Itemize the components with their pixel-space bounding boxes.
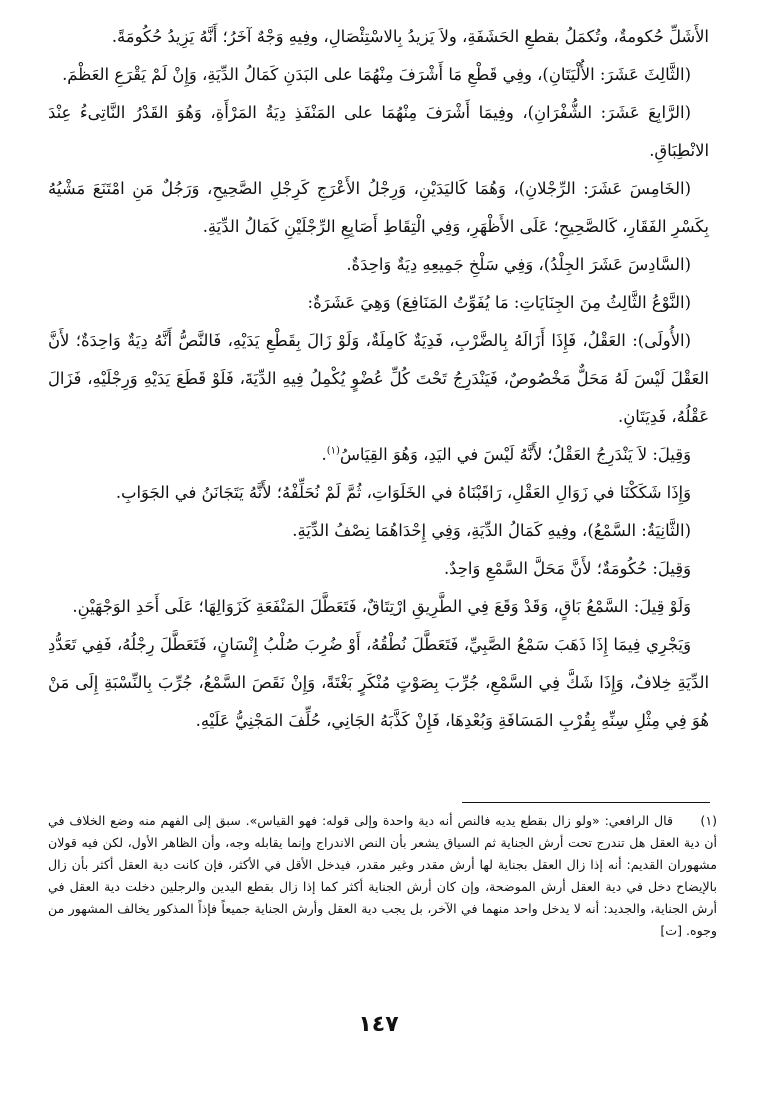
paragraph: (السَّادِسَ عَشَرَ الجِلْدُ)، وَفِي سَلْخِ جَمِيعِهِ دِيَةٌ وَاحِدَةٌ.	[346, 255, 691, 274]
footnote	[48, 810, 717, 942]
footnote-divider	[462, 802, 710, 803]
footnote-number: (١)	[700, 813, 717, 828]
paragraph: (الخَامِسَ عَشَرَ: الرِّجْلانِ)، وَهُمَا كَاليَدَيْنِ، وَرِجْلُ الأَعْرَجِ كَرِجْلِ الصَّحِيحِ، وَرَجُلٌ مَنِ امْتَنَعَ مَشْيُهُ بِكَسْرِ الفَقَارِ، كَالصَّحِيحِ؛ عَلَى الأَظْهَرِ، وَفِي الْتِقَاطِ أَصَابِعِ الرِّجْلَيْنِ كَمَالُ الدِّيَةِ.	[48, 179, 709, 236]
footnote-reference[interactable]: (١)	[326, 445, 340, 457]
paragraph: (الأُولَى): العَقْلُ، فَإِذَا أَزَالَهُ بِالضَّرْبِ، فَدِيَةٌ كَامِلَةٌ، وَلَوْ زَالَ بِقَطْعِ يَدَيْهِ، فَالنَّصُّ أَنَّهُ دِيَةٌ وَاحِدَةٌ؛ لأَنَّ العَقْلَ لَيْسَ لَهُ مَحَلٌّ مَخْصُوصٌ، فَيَنْدَرِجُ تَحْتَ كُلِّ عُضْوٍ يُكْمِلُ فِيهِ الدِّيَةَ، فَلَوْ قَطَعَ يَدَيْهِ وَرِجْلَيْهِ، فَزَالَ عَقْلُهُ، فَدِيَتَانِ.	[48, 331, 709, 426]
paragraph: (النَّوْعُ الثَّالِثُ مِنَ الجِنَايَاتِ: مَا يُفَوِّتُ المَنَافِعَ) وَهِيَ عَشَرَةٌ:	[307, 293, 691, 312]
main-text	[48, 18, 709, 740]
paragraph: وَإِذَا شَكَكْنَا في زَوَالِ العَقْلِ، رَاقَبْنَاهُ في الخَلَوَاتِ، ثُمَّ لَمْ نُحَلِّفْهُ؛ لأَنَّهُ يَتَجَانَنُ في الجَوَابِ.	[115, 483, 691, 502]
paragraph: وَقِيلَ: حُكُومَةٌ؛ لأَنَّ مَحَلَّ السَّمْعِ وَاحِدٌ.	[443, 559, 691, 578]
paragraph: (الرَّابِعَ عَشَرَ: الشُّفْرَانِ)، وفِيمَا أَشْرَفَ مِنْهُمَا على المَنْفَذِ دِيَةُ المَرْأَةِ، وَهُوَ القَدْرُ النَّاتِىءُ عِنْدَ الانْطِبَاقِ.	[48, 103, 709, 160]
paragraph: وَيَجْرِي فِيمَا إِذَا ذَهَبَ سَمْعُ الصَّبِيِّ، فَتَعَطَّلَ نُطْقُهُ، أَوْ ضُرِبَ صُلْبُ إِنْسَانٍ، فَتَعَطَّلَ رِجْلُهُ، فَفِي تَعَدُّدِ الدِّيَةِ خِلافٌ، وَإِذَا شَكَّ فِي السَّمْعِ، جُرِّبَ بِصَوْتٍ مُنْكَرٍ بَغْتَةً، وَإِنْ نَقَصَ السَّمْعُ، جُرِّبَ بِالنِّسْبَةِ إِلَى مَنْ هُوَ فِي مِثْلِ سِنِّهِ بِقُرْبِ المَسَافَةِ وَبُعْدِهَا، فَإِنْ كَذَّبَهُ الجَانِي، حُلِّفَ المَجْنِيُّ عَلَيْهِ.	[48, 635, 709, 730]
paragraph-with-footnote-ref: وَقِيلَ: لاَ يَنْدَرِجُ العَقْلُ؛ لأَنَّهُ لَيْسَ في اليَدِ، وَهُوَ القِيَاسُ$^{(١)}$.	[321, 445, 691, 464]
paragraph: (الثَّانِيَةُ: السَّمْعُ)، وفِيهِ كَمَالُ الدِّيَةِ، وَفِي إِحْدَاهُمَا نِصْفُ الدِّيَةِ.	[292, 521, 691, 540]
paragraph: (الثَّالِثَ عَشَرَ: الأُلْيَتَانِ)، وفِي قَطْعِ مَا أَشْرَفَ مِنْهُمَا على البَدَنِ كَمَالُ الدِّيَةِ، وَإِنْ لَمْ يَقْرَعِ العَظْمَ.	[62, 65, 691, 84]
paragraph: الأَشَلِّ حُكومةٌ، وتُكمَلُ بقطعِ الحَشَفَةِ، ولاَ يَزيدُ بِالاسْتِئْصَالِ، وفِيهِ وَجْهٌ آخَرُ؛ أَنَّهُ يَزِيدُ حُكُومَةً.	[111, 27, 709, 46]
footnote-text: قال الرافعي: «ولو زال بقطع يديه فالنص أنه دية واحدة وإلى قوله: فهو القياس». سبق إلى الفهم منه وضع الخلاف في أن دية العقل هل تندرج تحت أرش الجناية ثم السياق يشعر بأن النص الاندراج وإنما يقابله وجه، وأن الظاهر الأول، لكن فيه قولان مشهوران القديم: أنه إذا زال العقل بجناية لها أرش مقدر وغير مقدر، فيدخل الأقل في الأكثر، فإن كانت دية العقل أكثر بأن زال بالإيضاح دخل في دية العقل أرش الموضحة، وإن كان أرش الجناية أكثر كما إذا زال بقطع اليدين والرجلين دخلت دية العقل في أرش الجناية، والجديد: أنه لا يدخل واحد منهما في الآخر، بل يجب دية العقل وأرش الجناية جميعاً فإذاً المذكور يخالف المشهور من وجوه. [ت]	[48, 813, 717, 938]
paragraph-text: وَقِيلَ: لاَ يَنْدَرِجُ العَقْلُ؛ لأَنَّهُ لَيْسَ في اليَدِ، وَهُوَ القِيَاسُ	[339, 445, 691, 464]
page-number: ١٤٧	[358, 1012, 399, 1037]
paragraph: وَلَوْ قِيلَ: السَّمْعُ بَاقٍ، وَقَدْ وَقَعَ فِي الطَّرِيقِ ارْتِتَاقٌ، فَتَعَطَّلَ المَنْفَعَةِ كَزَوَالِهَا؛ عَلَى أَحَدِ الوَجْهَيْنِ.	[72, 597, 691, 616]
